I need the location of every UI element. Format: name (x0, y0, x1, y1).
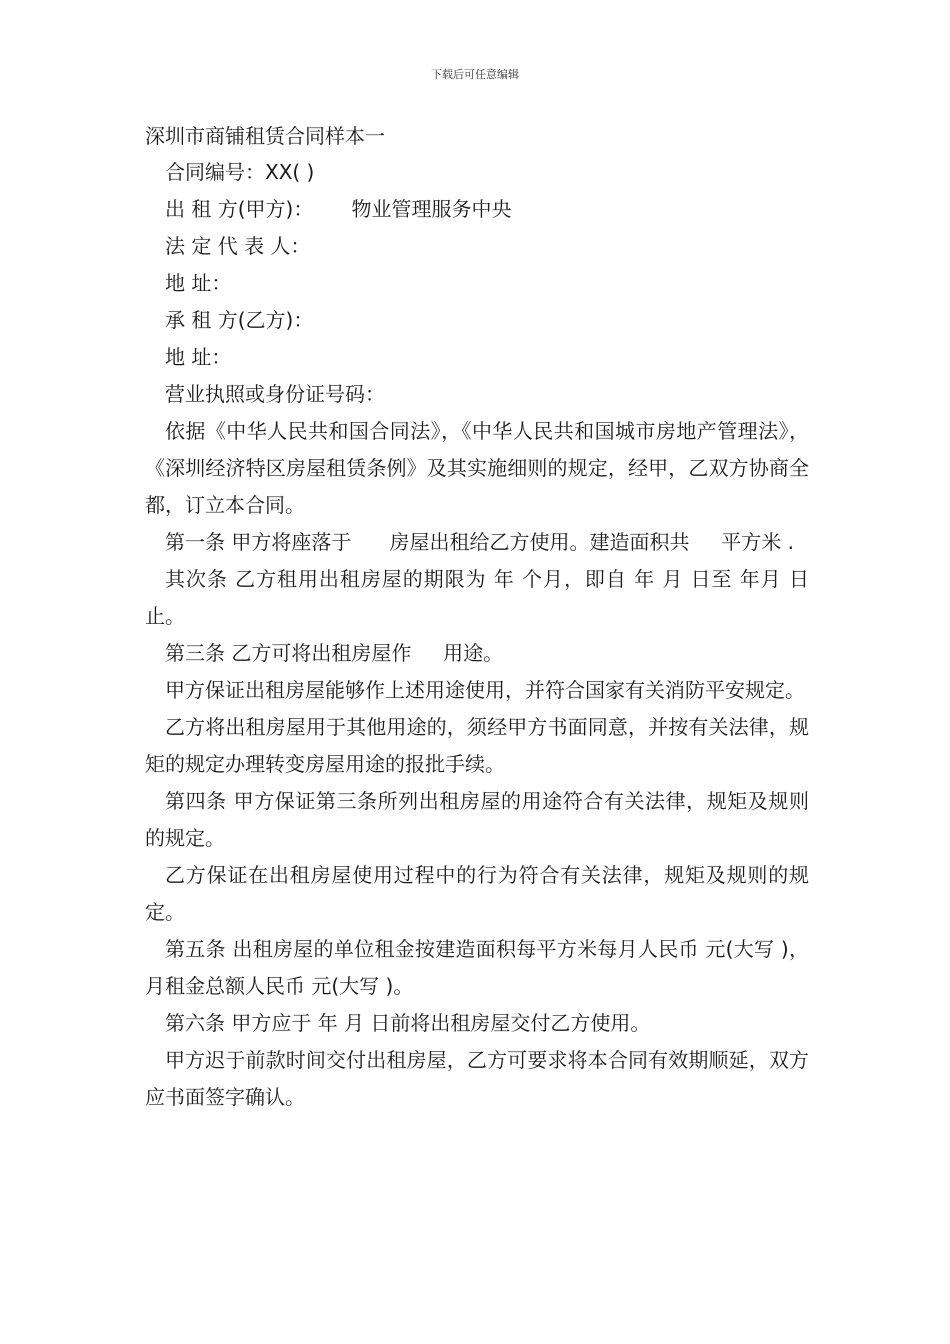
article-3-lessor-guarantee: 甲方保证出租房屋能够作上述用途使用，并符合国家有关消防平安规定。 (165, 678, 805, 702)
lessee-address-field: 地 址： (165, 345, 232, 369)
header-note: 下载后可任意编辑 (431, 68, 519, 81)
legal-representative-field: 法 定 代 表 人： (165, 234, 311, 258)
lessor-address-field: 地 址： (165, 271, 232, 295)
preamble-paragraph: 依据《中华人民共和国合同法》，《中华人民共和国城市房地产管理法》，《深圳经济特区房屋租赁条例》及其实施细则的规定，经甲，乙双方协商全都，订立本合同。 (145, 419, 809, 517)
article-3-paragraph: 第三条 乙方可将出租房屋作 用途。 (165, 641, 504, 665)
article-1-paragraph: 第一条 甲方将座落于 房屋出租给乙方使用。建造面积共 平方米 . (165, 530, 795, 554)
article-6-paragraph: 第六条 甲方应于 年 月 日前将出租房屋交付乙方使用。 (165, 1011, 651, 1035)
article-4-paragraph: 第四条 甲方保证第三条所列出租房屋的用途符合有关法律，规矩及规则的规定。 (145, 789, 809, 850)
article-6-delay-clause: 甲方迟于前款时间交付出租房屋，乙方可要求将本合同有效期顺延，双方应书面签字确认。 (145, 1048, 809, 1109)
article-5-paragraph: 第五条 出租房屋的单位租金按建造面积每平方米每月人民币 元(大写 )，月租金总额人民币 元(大写 )。 (145, 937, 809, 998)
article-4-lessee-guarantee: 乙方保证在出租房屋使用过程中的行为符合有关法律，规矩及规则的规定。 (145, 863, 809, 924)
article-2-paragraph: 其次条 乙方租用出租房屋的期限为 年 个月，即自 年 月 日至 年月 日止。 (145, 567, 809, 628)
lessee-field: 承 租 方(乙方)： (165, 308, 314, 332)
contract-number-field: 合同编号：XX( ) (165, 160, 315, 184)
article-3-lessee-change: 乙方将出租房屋用于其他用途的，须经甲方书面同意，并按有关法律，规矩的规定办理转变房屋用途的报批手续。 (145, 715, 809, 776)
contract-body (145, 118, 809, 1116)
license-id-field: 营业执照或身份证号码： (165, 382, 385, 406)
document-title: 深圳市商铺租赁合同样本一 (145, 124, 385, 148)
lessor-field: 出 租 方(甲方)： 物业管理服务中央 (165, 197, 512, 221)
